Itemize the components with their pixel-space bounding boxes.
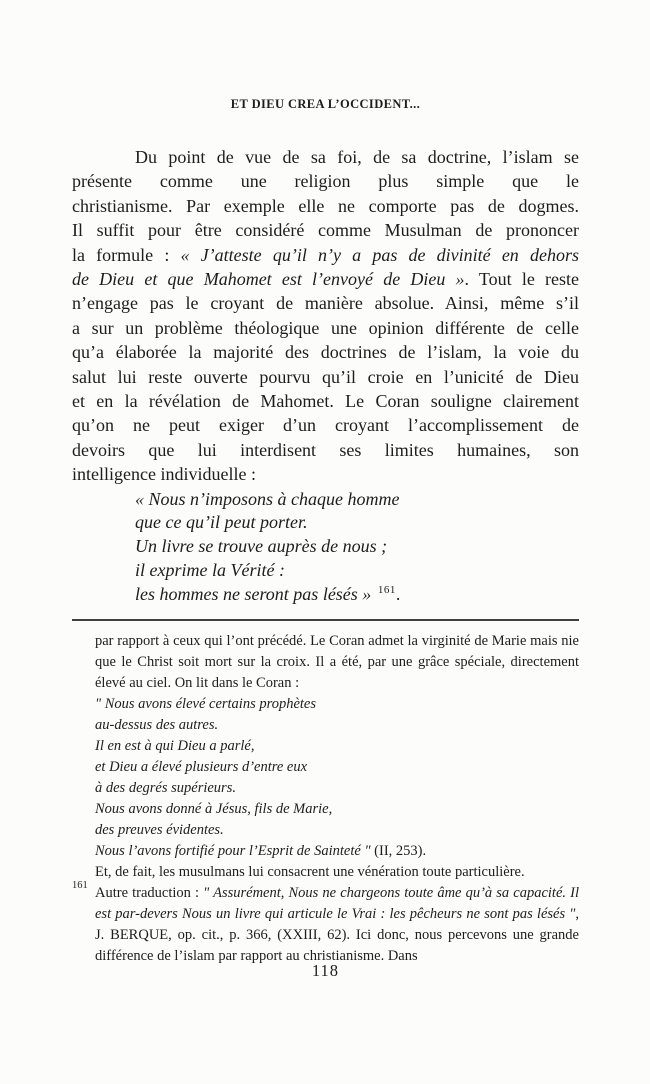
footnote-quote-text: Nous l’avons fortifié pour l’Esprit de Sainteté " — [95, 843, 375, 859]
footnote-text-segment-italic: " Assurément, Nous ne chargeons toute âme qu’à sa capacité. Il est par-devers Nous un livre qui articule le Vrai : les pêcheurs ne sont pas lésés " — [95, 885, 579, 922]
footnote-161: 161 Autre traduction : " Assurément, Nous ne chargeons toute âme qu’à sa capacité. Il est par-devers Nous un livre qui articule le Vrai : les pêcheurs ne sont pas lésés ", J. BERQUE, op. cit., p. 366, (XXIII, 62). Ici donc, nous percevons une grande différence de l’islam par rapport au christianisme. Dans — [72, 880, 579, 964]
quote-text: il exprime la Vérité : — [135, 560, 285, 581]
quote-text: les hommes ne seront pas lésés » — [135, 583, 376, 604]
body-line — [72, 169, 579, 193]
page-number: 118 — [311, 961, 340, 980]
quote-text: « Nous n’imposons à chaque homme — [135, 488, 400, 509]
body-text-segment: qu’a élaborée la majorité des doctrines de l’islam, la voie du — [72, 342, 579, 363]
footnote-reference-161: 161 — [377, 583, 396, 596]
quote-line — [135, 583, 579, 607]
quote-end-punctuation: . — [395, 583, 401, 604]
body-line — [72, 340, 579, 364]
footnote-quote-line — [95, 841, 579, 862]
body-line — [72, 218, 579, 242]
main-text — [72, 145, 579, 607]
body-line — [72, 243, 579, 267]
body-text-segment: . Tout le reste — [464, 269, 579, 290]
quote-text: Un livre se trouve auprès de nous ; — [135, 536, 388, 557]
body-text-segment: intelligence individuelle : — [72, 464, 256, 485]
footnote-quote-text: Nous avons donné à Jésus, fils de Marie, — [95, 801, 333, 817]
body-text-segment-italic: de Dieu et que Mahomet est l’envoyé de Dieu » — [72, 269, 465, 290]
body-line — [72, 267, 579, 291]
running-header: ET DIEU CREA L’OCCIDENT... — [230, 97, 421, 111]
footnote-quote-line — [95, 778, 579, 799]
body-text-segment-italic: « J’atteste qu’il n’y a pas de divinité en dehors — [180, 244, 579, 265]
footnotes — [72, 631, 579, 967]
body-line — [72, 316, 579, 340]
footnote-quote-line — [95, 820, 579, 841]
footnote-quote-citation: (II, 253). — [374, 843, 427, 859]
footnote-closing-line: Et, de fait, les musulmans lui consacrent une vénération toute particulière. — [95, 864, 525, 880]
body-line — [72, 365, 579, 389]
footnote-quote-text: au-dessus des autres. — [95, 717, 219, 733]
body-text-segment: Du point de vue de sa foi, de sa doctrine, l’islam se — [135, 147, 579, 167]
footnote-quote-line — [95, 757, 579, 778]
footnote-quote-line — [95, 715, 579, 736]
body-text-segment: n’engage pas le croyant de manière absolue. Ainsi, même s’il — [72, 293, 579, 314]
footnote-quote-line — [95, 736, 579, 757]
body-text-segment: et en la révélation de Mahomet. Le Coran souligne clairement — [72, 391, 579, 412]
body-line — [72, 462, 579, 486]
body-line — [72, 413, 579, 437]
body-line — [72, 291, 579, 315]
quote-line — [135, 535, 579, 559]
body-text-segment: qu’on ne peut exiger d’un croyant l’accomplissement de — [72, 415, 579, 436]
footnote-quote-text: des preuves évidentes. — [95, 822, 224, 838]
footnote-text-segment: , J. BERQUE, op. cit., p. 366, (XXIII, 62). Ici donc, nous percevons une grande différence de l’islam par rapport au christianisme. Dans — [95, 906, 579, 964]
footnote-separator-rule — [72, 619, 579, 621]
quote-line — [135, 511, 579, 535]
footnote-quote-line — [95, 694, 579, 715]
verse-quote — [135, 488, 579, 607]
footnote-quote-text: à des degrés supérieurs. — [95, 780, 236, 796]
body-text-segment: salut lui reste ouverte pourvu qu’il croie en l’unicité de Dieu — [72, 366, 579, 387]
body-text-segment: christianisme. Par exemple elle ne comporte pas de dogmes. — [72, 195, 579, 216]
footnote-text-segment: Autre traduction : — [95, 885, 204, 901]
quote-line — [135, 488, 579, 512]
footnote-quote-text: et Dieu a élevé plusieurs d’entre eux — [95, 759, 308, 775]
body-line — [72, 194, 579, 218]
footnote-continuation: par rapport à ceux qui l’ont précédé. Le Coran admet la virginité de Marie mais nie que le Christ soit mort sur la croix. Il a été, par une grâce spéciale, directement élevé au ciel. On lit dans le Coran : — [95, 633, 579, 691]
body-line — [72, 145, 579, 169]
body-text-segment: devoirs que lui interdisent ses limites humaines, son — [72, 439, 579, 460]
body-text-segment: Il suffit pour être considéré comme Musulman de prononcer — [72, 220, 579, 241]
body-line — [72, 438, 579, 462]
footnote-quote-line — [95, 799, 579, 820]
body-text-segment: a sur un problème théologique une opinion différente de celle — [72, 317, 579, 338]
body-text-segment: présente comme une religion plus simple que le — [72, 171, 579, 192]
footnote-quote-text: " Nous avons élevé certains prophètes — [95, 696, 316, 712]
body-line — [72, 389, 579, 413]
body-text-segment: la formule : — [72, 244, 181, 265]
quote-text: que ce qu’il peut porter. — [135, 512, 308, 533]
footnote-quote-text: Il en est à qui Dieu a parlé, — [95, 738, 255, 754]
quote-line — [135, 559, 579, 583]
